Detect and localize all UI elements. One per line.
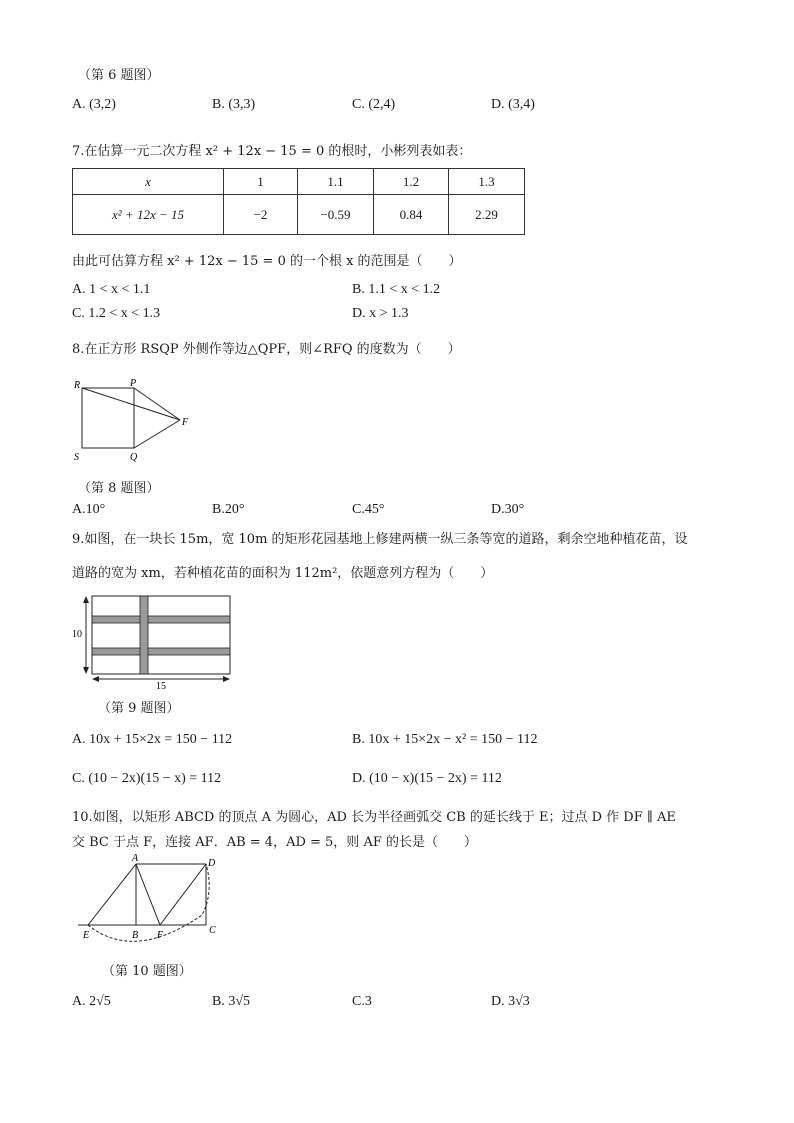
q8-option-c[interactable]: C.45° <box>352 502 385 517</box>
q8-option-a[interactable]: A.10° <box>72 502 106 517</box>
q9-option-a[interactable]: A. 10x + 15×2x = 150 − 112 <box>72 732 233 747</box>
table-cell: 1.2 <box>374 169 449 195</box>
point-label-d: D <box>208 858 216 869</box>
q7-stem: 7.在估算一元二次方程 x² + 12x − 15 = 0 的根时，小彬列表如表： <box>72 144 472 159</box>
table-cell: x² + 12x − 15 <box>73 195 224 235</box>
dim-label-height: 10 <box>72 629 82 640</box>
q10-option-b[interactable]: B. 3√5 <box>212 994 251 1009</box>
q9-garden-figure <box>70 590 235 690</box>
q10-stem-line1: 10.如图，以矩形 ABCD 的顶点 A 为圆心，AD 长为半径画弧交 CB 的延长线于 E；过点 D 作 DF ∥ AE <box>72 810 676 825</box>
table-cell: 1.1 <box>298 169 374 195</box>
table-cell: 2.29 <box>449 195 525 235</box>
q9-option-c[interactable]: C. (10 − 2x)(15 − x) = 112 <box>72 771 222 786</box>
point-label-a: A <box>132 853 139 864</box>
q9-stem-line1: 9.如图，在一块长 15m，宽 10m 的矩形花园基地上修建两横一纵三条等宽的道路，剩余空地种植花苗，设 <box>72 532 688 547</box>
table-cell: −2 <box>224 195 298 235</box>
q10-caption: （第 10 题图） <box>102 964 192 979</box>
point-label-s: S <box>74 452 79 463</box>
q7-value-table <box>72 168 525 235</box>
q9-option-b[interactable]: B. 10x + 15×2x − x² = 150 − 112 <box>352 732 538 747</box>
point-label-p: P <box>130 378 137 389</box>
point-label-e: E <box>83 930 90 941</box>
point-label-f: F <box>157 930 164 941</box>
q10-option-a[interactable]: A. 2√5 <box>72 994 111 1009</box>
q8-option-d[interactable]: D.30° <box>491 502 525 517</box>
table-cell: 1 <box>224 169 298 195</box>
q6-option-c[interactable]: C. (2,4) <box>352 97 396 112</box>
point-label-q: Q <box>130 452 138 463</box>
table-cell: x <box>73 169 224 195</box>
point-label-b: B <box>132 930 139 941</box>
q9-stem-line2: 道路的宽为 xm，若种植花苗的面积为 112m²，依题意列方程为（ ） <box>72 566 494 581</box>
q6-option-a[interactable]: A. (3,2) <box>72 97 116 112</box>
table-cell: −0.59 <box>298 195 374 235</box>
q6-caption: （第 6 题图） <box>78 68 160 83</box>
point-label-f: F <box>182 417 189 428</box>
q10-stem-line2: 交 BC 于点 F，连接 AF．AB = 4，AD = 5，则 AF 的长是（ ） <box>72 835 477 850</box>
q6-option-d[interactable]: D. (3,4) <box>491 97 535 112</box>
q6-option-b[interactable]: B. (3,3) <box>212 97 256 112</box>
q9-option-d[interactable]: D. (10 − x)(15 − 2x) = 112 <box>352 771 502 786</box>
q7-followup: 由此可估算方程 x² + 12x − 15 = 0 的一个根 x 的范围是（ ） <box>72 254 462 269</box>
q7-option-a[interactable]: A. 1 < x < 1.1 <box>72 282 151 297</box>
q7-option-d[interactable]: D. x > 1.3 <box>352 306 409 321</box>
q10-figure <box>74 852 224 947</box>
q7-option-b[interactable]: B. 1.1 < x < 1.2 <box>352 282 441 297</box>
q8-option-b[interactable]: B.20° <box>212 502 245 517</box>
q9-caption: （第 9 题图） <box>98 701 180 716</box>
table-cell: 0.84 <box>374 195 449 235</box>
q8-caption: （第 8 题图） <box>78 481 160 496</box>
point-label-r: R <box>74 380 81 391</box>
q8-figure <box>70 372 200 467</box>
point-label-c: C <box>209 925 216 936</box>
q7-option-c[interactable]: C. 1.2 < x < 1.3 <box>72 306 161 321</box>
q10-option-d[interactable]: D. 3√3 <box>491 994 530 1009</box>
dim-label-width: 15 <box>156 681 166 690</box>
table-cell: 1.3 <box>449 169 525 195</box>
q8-stem: 8.在正方形 RSQP 外侧作等边△QPF，则∠RFQ 的度数为（ ） <box>72 342 461 357</box>
q10-option-c[interactable]: C.3 <box>352 994 372 1009</box>
